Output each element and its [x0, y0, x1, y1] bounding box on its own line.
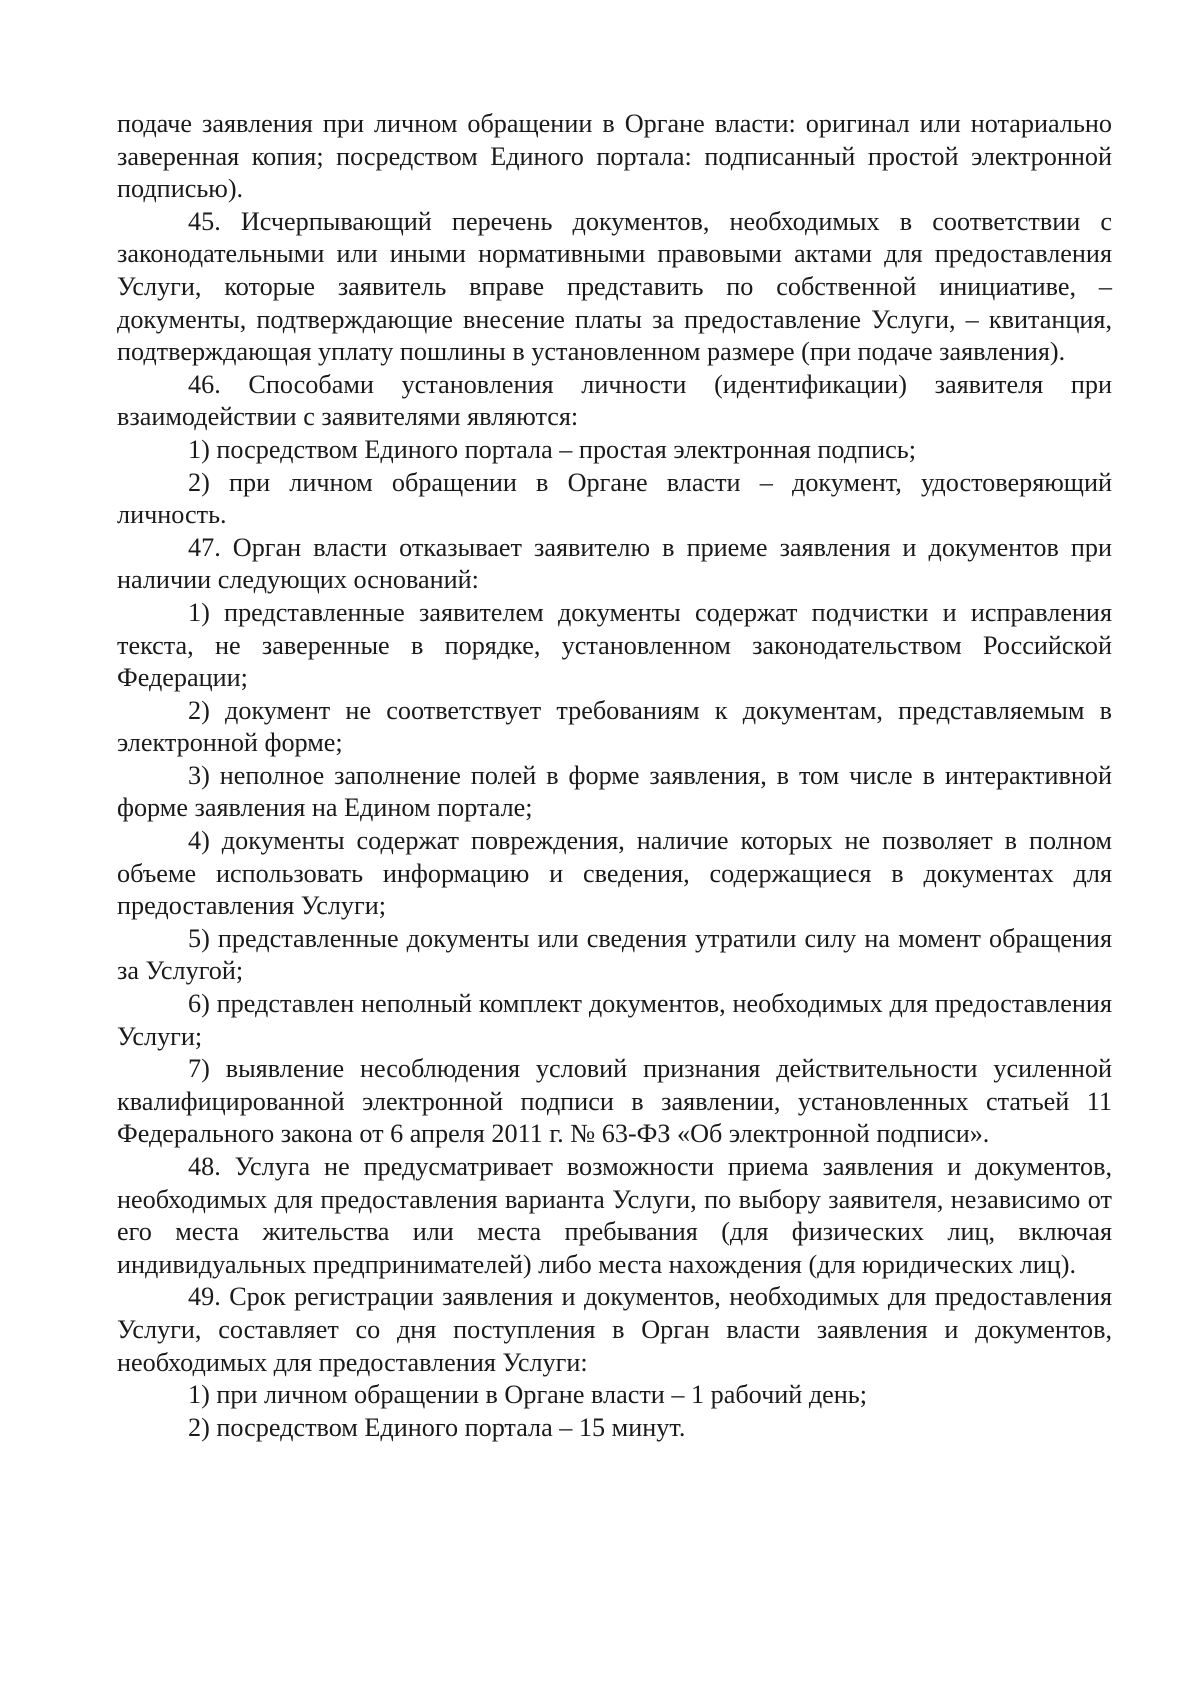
paragraph-47: 47. Орган власти отказывает заявителю в приеме заявления и документов при наличии следующих оснований: [117, 532, 1112, 595]
paragraph-45: 45. Исчерпывающий перечень документов, необходимых в соответствии с законодательными или иными нормативными правовыми актами для предоставления Услуги, которые заявитель вправе представить по собственной инициативе, – документы, подтверждающие внесение платы за предоставление Услуги, – квитанция, подтверждающая уплату пошлины в установленном размере (при подаче заявления). [117, 206, 1112, 367]
paragraph-47-item-3: 3) неполное заполнение полей в форме заявления, в том числе в интерактивной форме заявления на Едином портале; [117, 760, 1112, 823]
paragraph-47-item-4: 4) документы содержат повреждения, наличие которых не позволяет в полном объеме использовать информацию и сведения, содержащиеся в документах для предоставления Услуги; [117, 826, 1112, 921]
paragraph-46: 46. Способами установления личности (идентификации) заявителя при взаимодействии с заявителями являются: [117, 369, 1112, 432]
document-page [117, 108, 1112, 1444]
paragraph-49-item-1: 1) при личном обращении в Органе власти – 1 рабочий день; [188, 1380, 867, 1410]
paragraph-47-item-2: 2) документ не соответствует требованиям к документам, представляемым в электронной форме; [117, 695, 1112, 758]
paragraph-49: 49. Срок регистрации заявления и документов, необходимых для предоставления Услуги, составляет со дня поступления в Орган власти заявления и документов, необходимых для предоставления Услуги: [117, 1282, 1112, 1377]
paragraph-47-item-5: 5) представленные документы или сведения утратили силу на момент обращения за Услугой; [117, 923, 1112, 986]
paragraph-47-item-1: 1) представленные заявителем документы содержат подчистки и исправления текста, не заверенные в порядке, установленном законодательством Российской Федерации; [117, 597, 1112, 693]
paragraph-47-item-7: 7) выявление несоблюдения условий признания действительности усиленной квалифицированной электронной подписи в заявлении, установленных статьей 11 Федерального закона от 6 апреля 2011 г. № 63-ФЗ «Об электронной подписи». [117, 1054, 1112, 1149]
paragraph-47-item-6: 6) представлен неполный комплект документов, необходимых для предоставления Услуги; [117, 989, 1112, 1051]
paragraph-49-item-2: 2) посредством Единого портала – 15 минут. [188, 1412, 686, 1442]
paragraph-continuation: подаче заявления при личном обращении в Органе власти: оригинал или нотариально заверенная копия; посредством Единого портала: подписанный простой электронной подписью). [117, 109, 1112, 204]
paragraph-46-item-1: 1) посредством Единого портала – простая электронная подпись; [188, 434, 916, 464]
paragraph-46-item-2: 2) при личном обращении в Органе власти – документ, удостоверяющий личность. [117, 467, 1112, 530]
paragraph-48: 48. Услуга не предусматривает возможности приема заявления и документов, необходимых для предоставления варианта Услуги, по выбору заявителя, независимо от его места жительства или места пребывания (для физических лиц, включая индивидуальных предпринимателей) либо места нахождения (для юридических лиц). [117, 1152, 1112, 1279]
